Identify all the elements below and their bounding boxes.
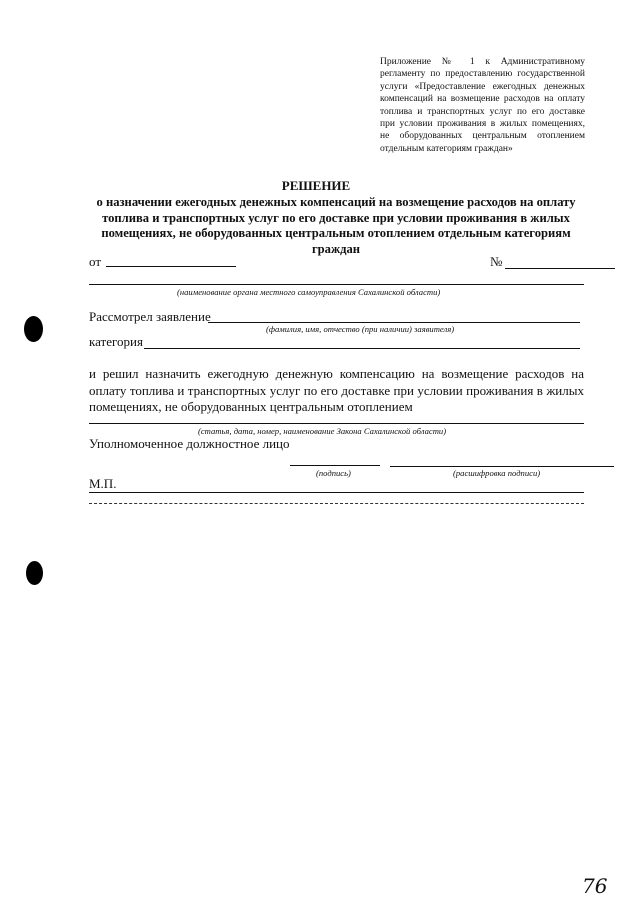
date-field[interactable]: [106, 266, 236, 267]
appendix-note: Приложение № 1 к Административному регламенту по предоставлению государственной услуги «Предоставление ежегодных денежных компенсаций на возмещение расходов на оплату топлива и транспортных услуг по его доставке при условии проживания в жилых помещениях, не оборудованных центральным отоплением отдельным категориям граждан»: [380, 57, 585, 154]
punch-hole-top: [24, 316, 43, 342]
applicant-field[interactable]: [208, 322, 580, 323]
decipher-caption: (расшифровка подписи): [453, 468, 541, 478]
number-label: №: [490, 254, 503, 269]
signature-field[interactable]: [290, 465, 380, 466]
cut-line: [89, 503, 584, 504]
decipher-field[interactable]: [390, 466, 614, 467]
category-label: категория: [89, 334, 143, 349]
document-subtitle: о назначении ежегодных денежных компенсаций на возмещение расходов на оплату топлива и транспортных услуг по его доставке при условии проживания в жилых помещениях, не оборудованных центральным отоплением отдельным категориям граждан: [96, 195, 576, 256]
reviewed-label: Рассмотрел заявление: [89, 309, 211, 324]
stamp-label: М.П.: [89, 476, 117, 491]
number-field[interactable]: [505, 268, 615, 269]
law-caption: (статья, дата, номер, наименование Закона Сахалинской области): [198, 426, 447, 436]
law-field[interactable]: [89, 423, 584, 424]
org-caption: (наименование органа местного самоуправления Сахалинской области): [177, 287, 441, 297]
document-title: РЕШЕНИЕ: [281, 178, 351, 193]
category-field[interactable]: [144, 348, 580, 349]
official-label: Уполномоченное должностное лицо: [89, 436, 290, 451]
decision-text: и решил назначить ежегодную денежную компенсацию на возмещение расходов на оплату топлива и транспортных услуг по его доставке при условии проживания в жилых помещениях, не оборудованных центральным отоплением: [89, 366, 584, 414]
fio-caption: (фамилия, имя, отчество (при наличии) заявителя): [266, 324, 455, 334]
org-field[interactable]: [89, 284, 584, 285]
stamp-line: [89, 492, 584, 493]
from-label: от: [89, 254, 102, 269]
signature-caption: (подпись): [316, 468, 351, 478]
page-number: 76: [582, 874, 608, 898]
punch-hole-bottom: [26, 561, 43, 585]
